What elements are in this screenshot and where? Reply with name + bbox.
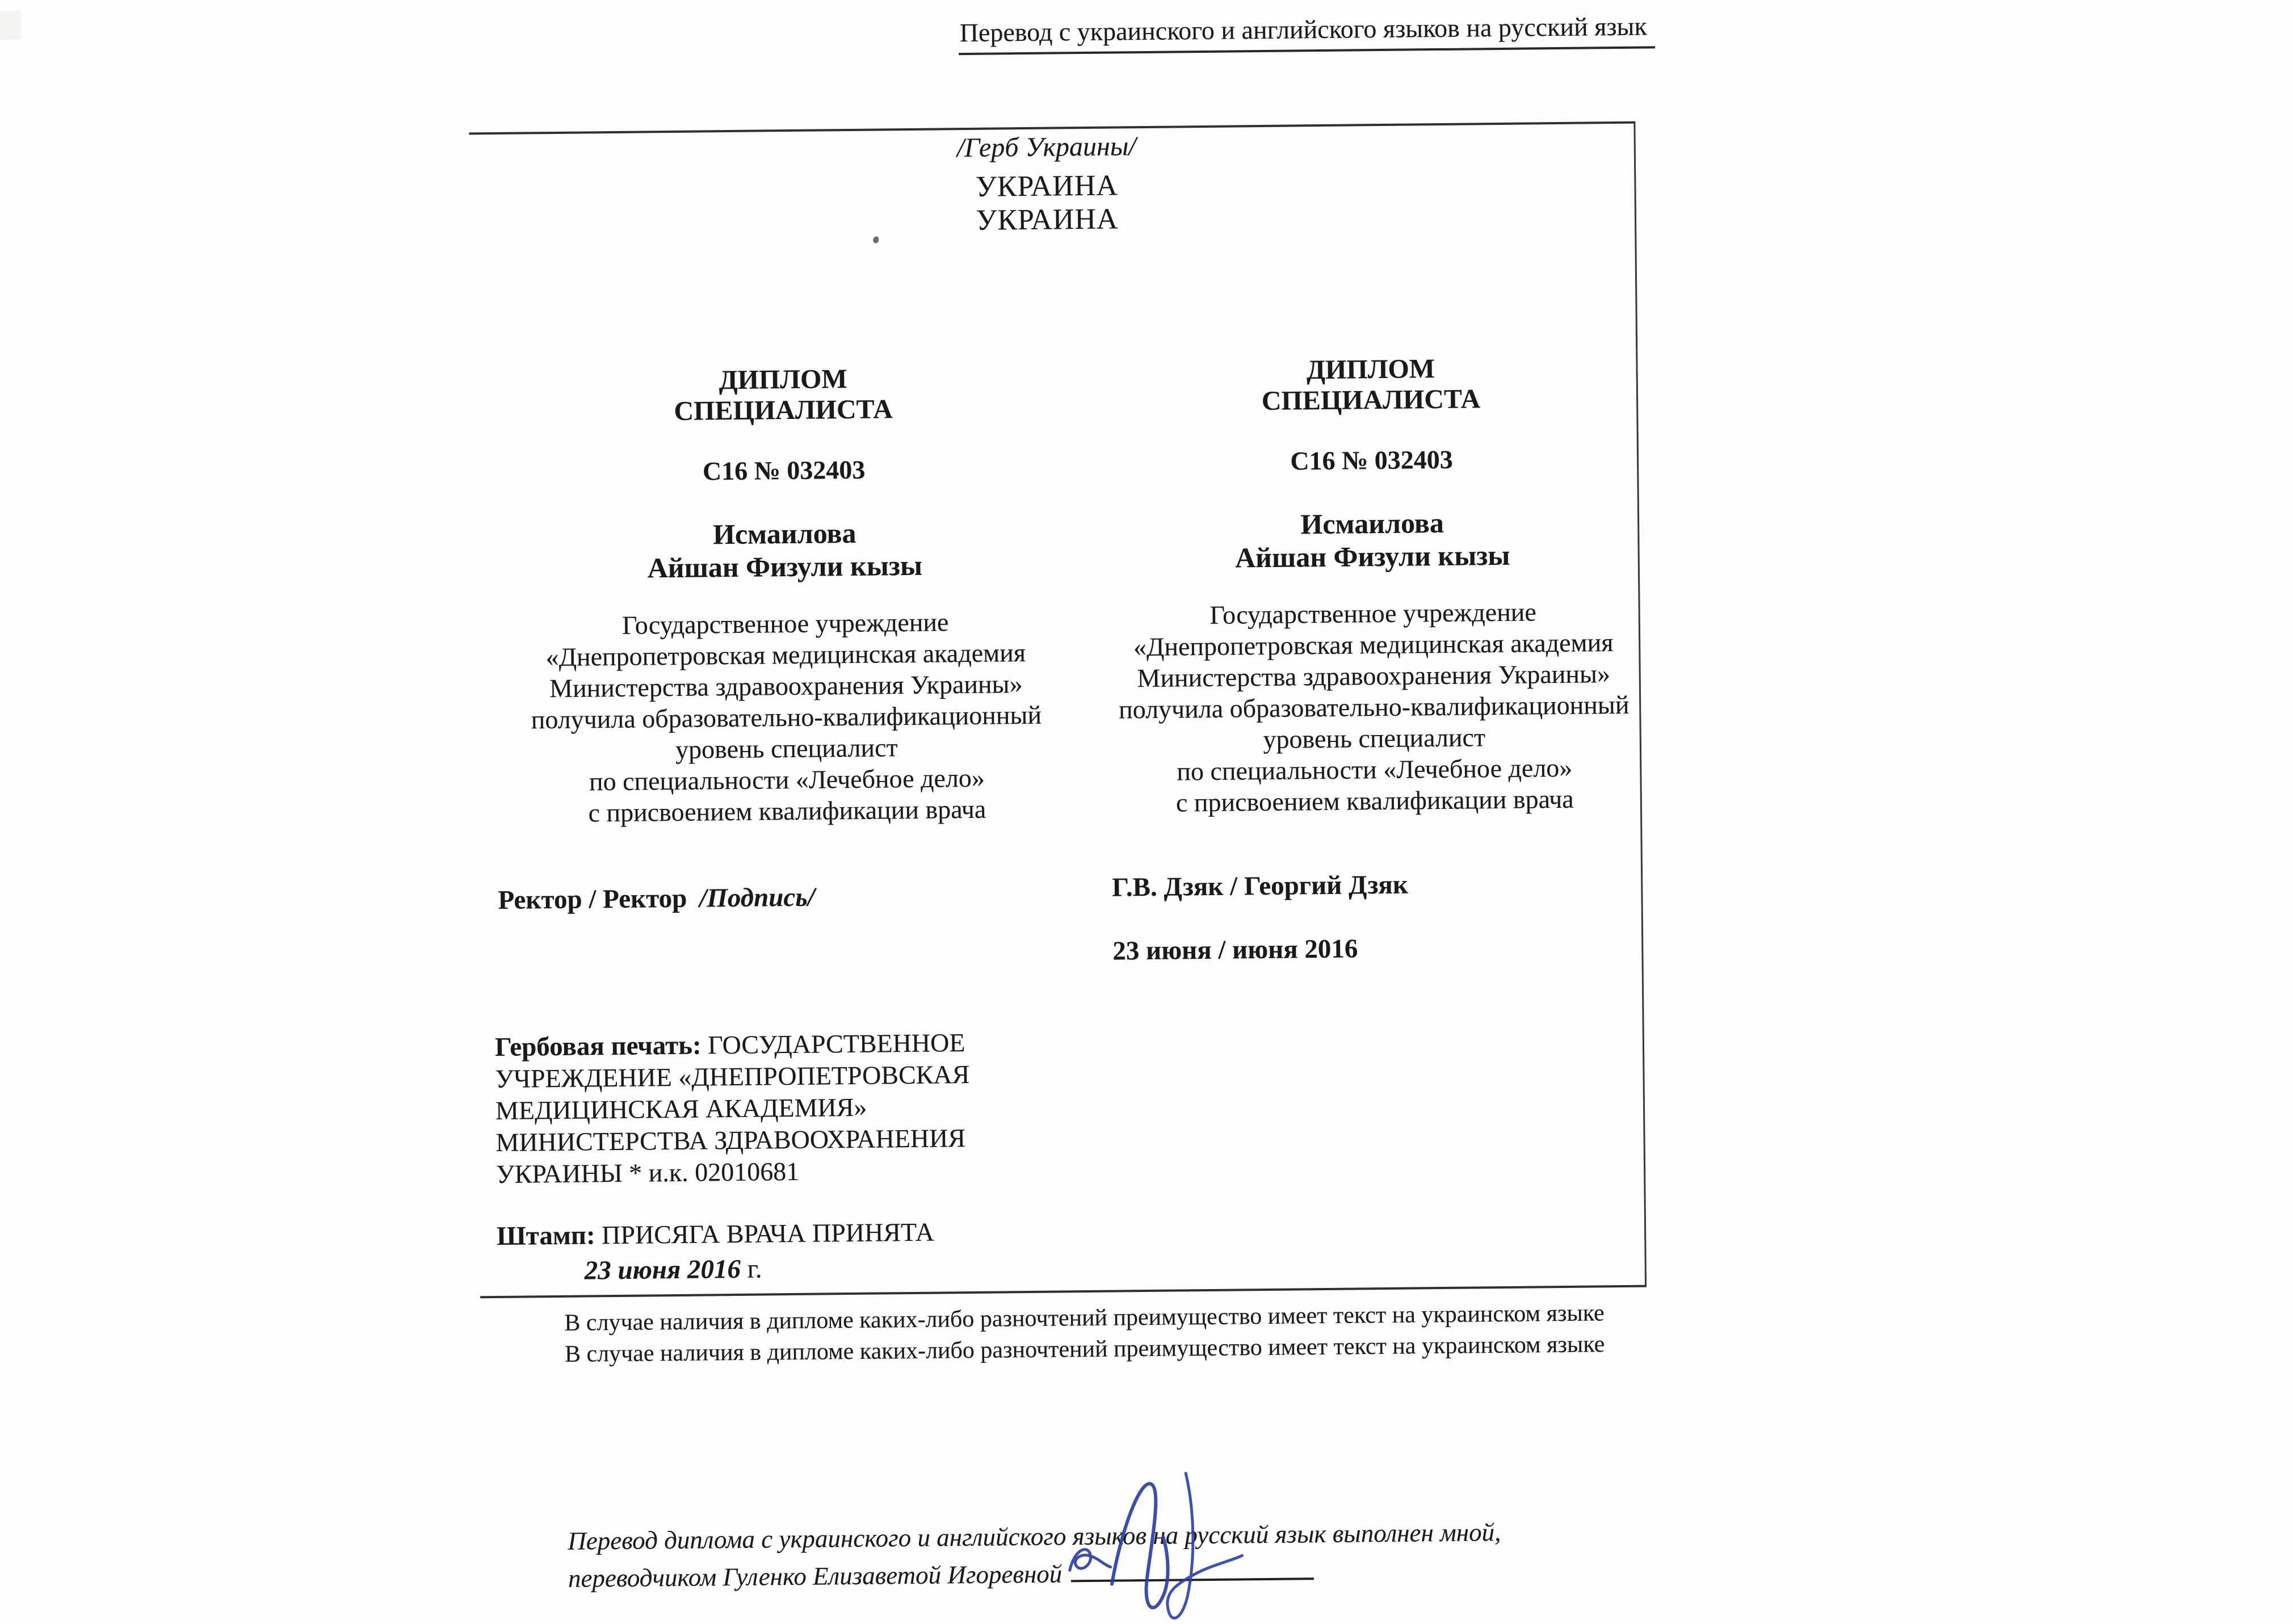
holder-given-names: Айшан Физули кызы: [647, 549, 923, 584]
country-line-2: УКРАИНА: [976, 203, 1119, 237]
diploma-title-line1: ДИПЛОМ: [719, 364, 847, 396]
rector-role: Ректор / Ректор: [498, 883, 687, 915]
stamp-label: Штамп:: [496, 1220, 595, 1252]
diploma-body-text: [493, 605, 1080, 829]
diploma-serial: С16 № 032403: [702, 455, 866, 486]
signature-placeholder-note: /Подпись/: [699, 882, 816, 913]
heraldry-block: [871, 130, 1224, 238]
seal-text-lines: [495, 1058, 1058, 1190]
translation-header: [959, 11, 1656, 55]
text-line: УЧРЕЖДЕНИЕ «ДНЕПРОПЕТРОВСКАЯ: [495, 1060, 970, 1094]
translator-line-2: переводчиком Гуленко Елизаветой Игоревной: [568, 1559, 1062, 1593]
text-line: УКРАИНЫ * и.к. 02010681: [495, 1156, 800, 1189]
text-line: Министерства здравоохранения Украины»: [549, 669, 1023, 703]
translation-header-text: Перевод с украинского и английского языков на русский язык: [959, 11, 1656, 55]
discrepancy-note-line2: В случае наличия в дипломе каких-либо разночтений преимущество имеет текст на украинском языке: [564, 1331, 1605, 1367]
text-line: «Днепропетровская медицинская академия: [545, 638, 1026, 672]
text-line: МЕДИЦИНСКАЯ АКАДЕМИЯ»: [495, 1092, 867, 1126]
stamp-text: ПРИСЯГА ВРАЧА ПРИНЯТА: [601, 1217, 935, 1250]
text-line: с присвоением квалификации врача: [1175, 784, 1574, 817]
diploma-serial: С16 № 032403: [1290, 444, 1454, 476]
text-line: уровень специалист: [675, 733, 898, 764]
text-line: по специальности «Лечебное дело»: [1177, 753, 1573, 786]
discrepancy-note-line1: В случае наличия в дипломе каких-либо разночтений преимущество имеет текст на украинском языке: [564, 1300, 1605, 1336]
seal-line-1: [495, 1026, 1057, 1064]
text-line: получила образовательно-квалификационный: [1118, 690, 1630, 724]
seal-label: Гербовая печать:: [494, 1030, 702, 1063]
holder-given-names: Айшан Физули кызы: [1234, 539, 1510, 574]
discrepancy-notes: [499, 1297, 1669, 1371]
holder-surname: Исмаилова: [1300, 506, 1444, 540]
text-line: по специальности «Лечебное дело»: [589, 763, 985, 796]
holder-name-block: [492, 514, 1077, 586]
diploma-column-right: [1102, 352, 1643, 819]
diploma-title-line2: СПЕЦИАЛИСТА: [674, 394, 893, 426]
emblem-note: /Герб Украины/: [956, 131, 1136, 163]
text-line: Министерства здравоохранения Украины»: [1137, 659, 1611, 693]
text-line: Государственное учреждение: [621, 607, 949, 640]
text-line: «Днепропетровская медицинская академия: [1133, 628, 1614, 662]
country-line-1: УКРАИНА: [975, 169, 1119, 203]
text-line: МИНИСТЕРСТВА ЗДРАВООХРАНЕНИЯ: [495, 1123, 966, 1157]
stamp-date: 23 июня 2016: [584, 1254, 741, 1286]
diploma-title-line1: ДИПЛОМ: [1306, 354, 1435, 385]
diploma-date-line: 23 июня / июня 2016: [1112, 934, 1358, 966]
rector-signature-line: [498, 882, 815, 916]
text-line: получила образовательно-квалификационный: [531, 700, 1042, 735]
diploma-body-text: [1104, 595, 1643, 819]
stamp-date-line: [584, 1254, 762, 1286]
scan-artifact: [0, 11, 21, 39]
stamp-description-line: [497, 1217, 934, 1252]
seal-description-block: [495, 1026, 1059, 1190]
stamp-date-suffix: г.: [747, 1254, 762, 1284]
seal-first-line-text: ГОСУДАРСТВЕННОЕ: [707, 1028, 965, 1060]
diploma-column-left: [490, 362, 1080, 829]
diploma-title-line2: СПЕЦИАЛИСТА: [1261, 384, 1481, 417]
holder-surname: Исмаилова: [712, 517, 856, 551]
text-line: с присвоением квалификации врача: [588, 794, 986, 828]
translator-ink-signature: [1056, 1458, 1251, 1624]
signatory-name-line: Г.В. Дзяк / Георгий Дзяк: [1112, 870, 1409, 903]
text-line: уровень специалист: [1263, 723, 1486, 754]
holder-name-block: [1104, 505, 1641, 576]
text-line: Государственное учреждение: [1210, 597, 1537, 630]
translator-line-1: Перевод диплома с украинского и английского языков на русский язык выполнен мной,: [568, 1518, 1501, 1555]
translator-attestation: [568, 1513, 1501, 1597]
